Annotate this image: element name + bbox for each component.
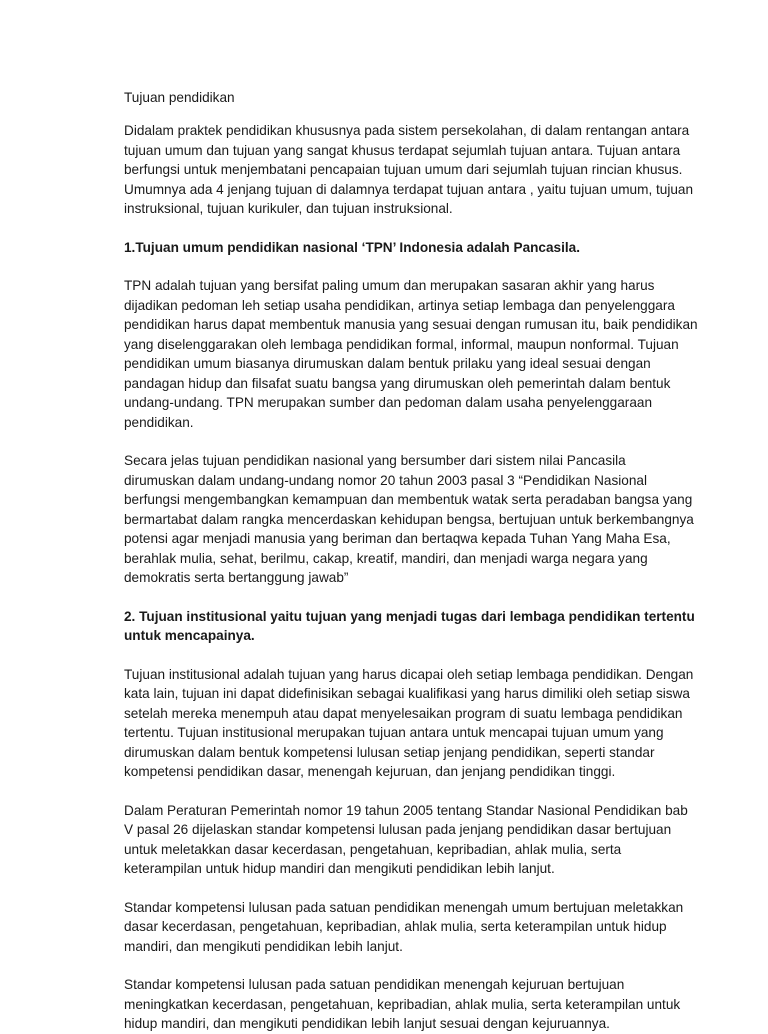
- paragraph-institusional: Tujuan institusional adalah tujuan yang harus dicapai oleh setiap lembaga pendidikan. Dengan kata lain, tujuan ini dapat didefinisikan sebagai kualifikasi yang harus dimiliki oleh setiap siswa setelah mereka menempuh atau dapat menyelesaikan program di suatu lembaga pendidikan tertentu. Tujuan institusional merupakan tujuan antara untuk mencapai tujuan umum yang dirumuskan dalam bentuk kompetensi lulusan setiap jenjang pendidikan, seperti standar kompetensi pendidikan dasar, menengah kejuruan, dan jenjang pendidikan tinggi.: [124, 666, 694, 779]
- heading-institusional: 2. Tujuan institusional yaitu tujuan yang menjadi tugas dari lembaga pendidikan tertentu untuk mencapainya.: [124, 608, 695, 643]
- document-title: Tujuan pendidikan: [124, 90, 235, 105]
- paragraph-tpn: TPN adalah tujuan yang bersifat paling umum dan merupakan sasaran akhir yang harus dijadikan pedoman leh setiap usaha pendidikan, artinya setiap lembaga dan penyelenggara pendidikan harus dapat membentuk manusia yang sesuai dengan rumusan itu, baik pendidikan yang diselenggarakan oleh lembaga pendidikan formal, informal, maupun nonformal. Tujuan pendidikan umum biasanya dirumuskan dalam bentuk prilaku yang ideal sesuai dengan pandagan hidup dan filsafat suatu bangsa yang dirumuskan oleh pemerintah dalam bentuk undang-undang. TPN merupakan sumber dan pedoman dalam usaha penyelenggaraan pendidikan.: [124, 278, 698, 430]
- paragraph-menengah-kejuruan: Standar kompetensi lulusan pada satuan pendidikan menengah kejuruan bertujuan meningkatkan kecerdasan, pengetahuan, kepribadian, ahlak mulia, serta keterampilan untuk hidup mandiri, dan mengikuti pendidikan lebih lanjut sesuai dengan kejuruannya.: [124, 977, 681, 1031]
- heading-tpn: 1.Tujuan umum pendidikan nasional ‘TPN’ Indonesia adalah Pancasila.: [124, 239, 581, 255]
- paragraph-intro: Didalam praktek pendidikan khususnya pada sistem persekolahan, di dalam rentangan antara tujuan umum dan tujuan yang sangat khusus terdapat sejumlah tujuan antara. Tujuan antara berfungsi untuk menjembatani pencapaian tujuan umum dari sejumlah tujuan rincian khusus. Umumnya ada 4 jenjang tujuan di dalamnya terdapat tujuan antara , yaitu tujuan umum, tujuan instruksional, tujuan kurikuler, dan tujuan instruksional.: [124, 123, 694, 216]
- paragraph-pp-19: Dalam Peraturan Pemerintah nomor 19 tahun 2005 tentang Standar Nasional Pendidikan bab V pasal 26 dijelaskan standar kompetensi lulusan pada jenjang pendidikan dasar bertujuan untuk meletakkan dasar kecerdasan, pengetahuan, kepribadian, ahlak mulia, serta keterampilan untuk hidup mandiri dan mengikuti pendidikan lebih lanjut.: [124, 802, 688, 876]
- paragraph-menengah-umum: Standar kompetensi lulusan pada satuan pendidikan menengah umum bertujuan meletakkan dasar kecerdasan, pengetahuan, kepribadian, ahlak mulia, serta keterampilan untuk hidup mandiri, dan mengikuti pendidikan lebih lanjut.: [124, 899, 684, 954]
- paragraph-uu-quote: Secara jelas tujuan pendidikan nasional yang bersumber dari sistem nilai Pancasila dirumuskan dalam undang-undang nomor 20 tahun 2003 pasal 3 “Pendidikan Nasional berfungsi mengembangkan kemampuan dan membentuk watak serta peradaban bangsa yang bermartabat dalam rangka mencerdaskan kehidupan bengsa, bertujuan untuk berkembangnya potensi agar menjadi manusia yang beriman dan bertaqwa kepada Tuhan Yang Maha Esa, berahlak mulia, sehat, berilmu, cakap, kreatif, mandiri, dan menjadi warga negara yang demokratis serta bertanggung jawab”: [124, 453, 694, 585]
